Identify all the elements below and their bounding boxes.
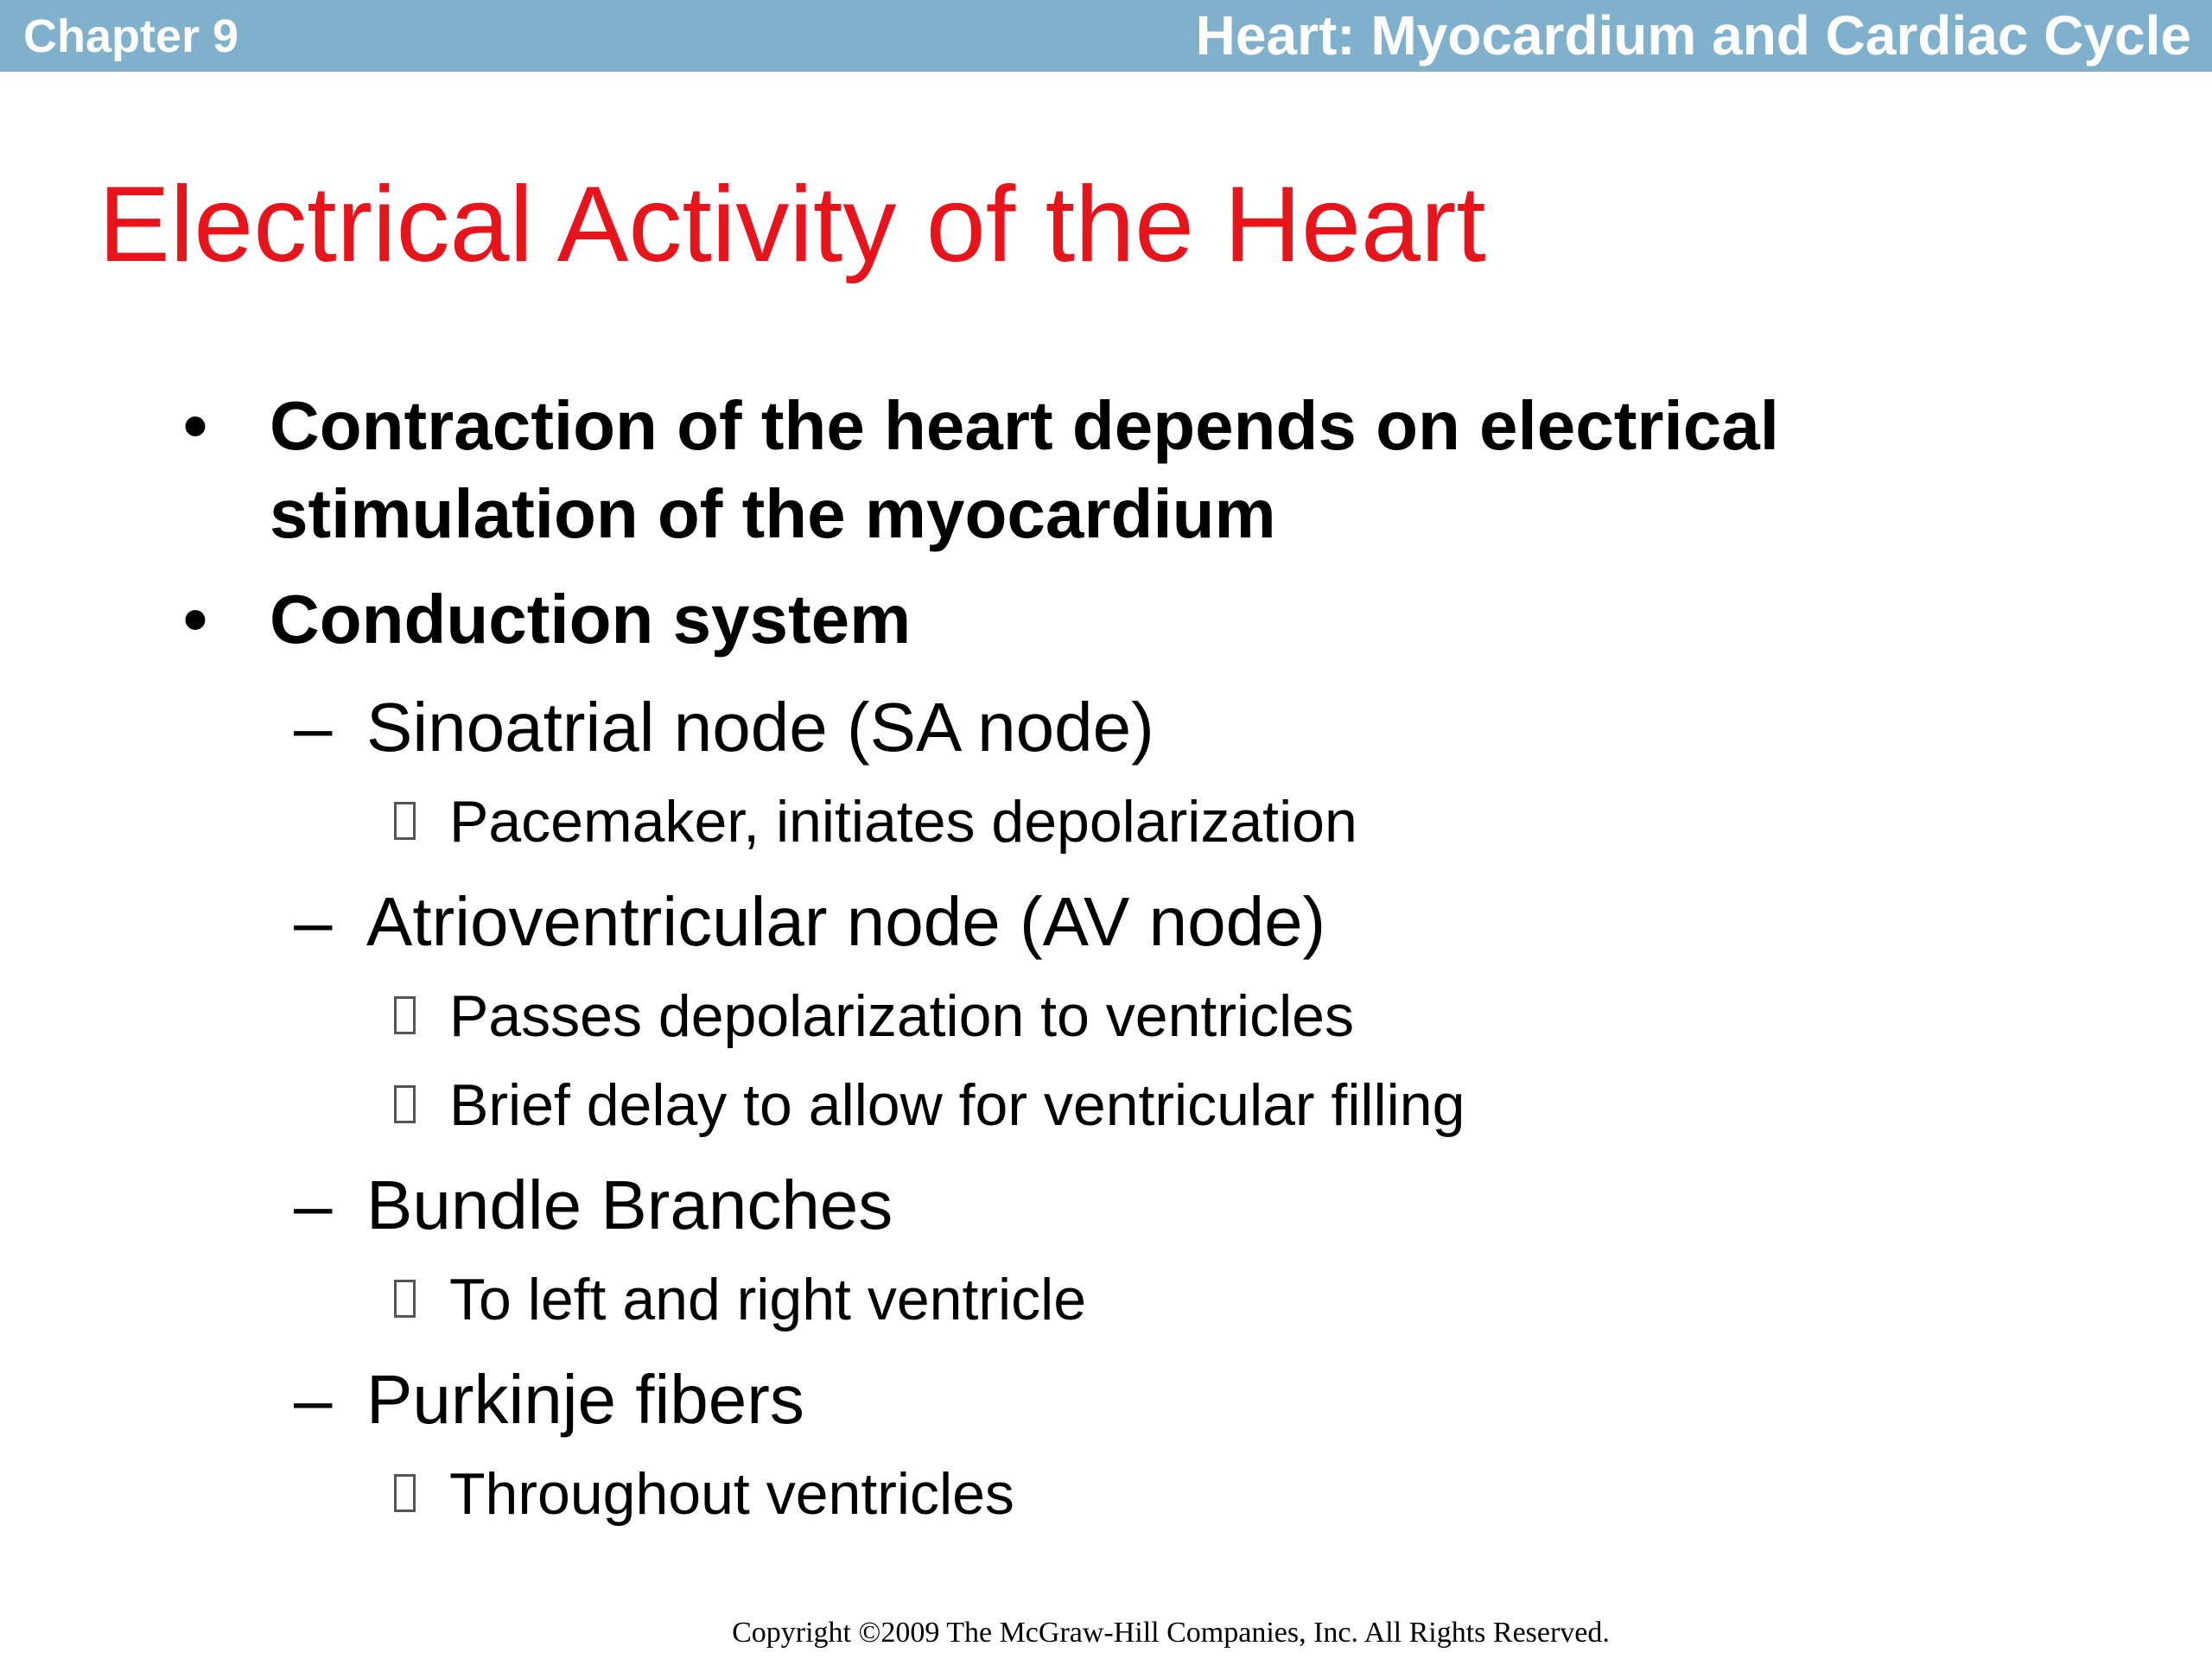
item-bundle-branches: Bundle Branches [366, 1166, 893, 1243]
bullet-contraction-line2: stimulation of the myocardium [270, 475, 1276, 552]
section-title: Heart: Myocardium and Cardiac Cycle [1195, 4, 2191, 67]
missing-glyph-icon [394, 996, 416, 1034]
dash-marker: – [294, 689, 333, 766]
dash-marker: – [294, 883, 333, 960]
dash-marker: – [294, 1361, 333, 1438]
bullet-contraction-line1: Contraction of the heart depends on electrical [270, 387, 1779, 464]
item-purkinje-fibers: Purkinje fibers [366, 1361, 804, 1438]
dash-marker: – [294, 1166, 333, 1243]
slide-title: Electrical Activity of the Heart [99, 165, 1486, 284]
missing-glyph-icon [394, 1085, 416, 1123]
missing-glyph-icon [394, 802, 416, 840]
detail-av-node-1: Passes depolarization to ventricles [449, 983, 1354, 1049]
chapter-label: Chapter 9 [23, 10, 239, 62]
copyright-footer: Copyright ©2009 The McGraw-Hill Companies, Inc. All Rights Reserved. [732, 1617, 1610, 1649]
missing-glyph-icon [394, 1280, 416, 1318]
bullet-conduction-system: Conduction system [270, 581, 912, 658]
header-bar [0, 0, 2212, 72]
detail-sa-node: Pacemaker, initiates depolarization [449, 789, 1357, 855]
detail-purkinje-fibers: Throughout ventricles [449, 1461, 1014, 1527]
item-av-node: Atrioventricular node (AV node) [366, 883, 1326, 960]
bullet-marker: • [183, 581, 208, 658]
bullet-marker: • [183, 387, 208, 464]
item-sa-node: Sinoatrial node (SA node) [366, 689, 1154, 766]
detail-av-node-2: Brief delay to allow for ventricular filling [449, 1072, 1465, 1138]
missing-glyph-icon [394, 1474, 416, 1512]
detail-bundle-branches: To left and right ventricle [449, 1267, 1087, 1332]
